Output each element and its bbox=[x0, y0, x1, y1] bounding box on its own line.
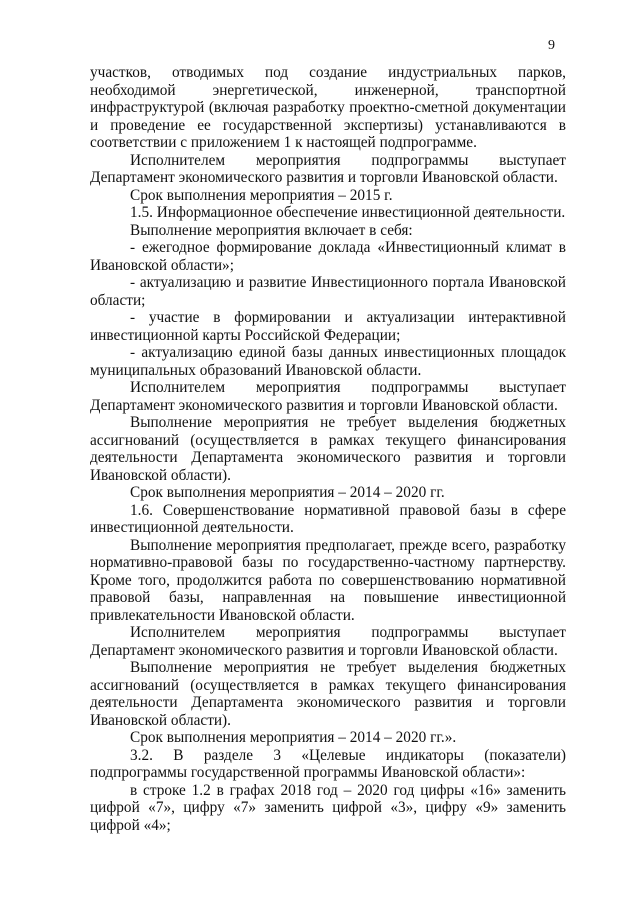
page-number: 9 bbox=[548, 38, 555, 53]
paragraph-9: - актуализацию единой базы данных инвестиционных площадок муниципальных образований Ивановской области. bbox=[90, 344, 566, 379]
paragraph-14: Выполнение мероприятия предполагает, прежде всего, разработку нормативно-правовой базы по государственно-частному партнерству. Кроме того, продолжится работа по совершенствованию нормативной правовой базы, направленная на повышение инвестиционной привлекательности Ивановской области. bbox=[90, 536, 566, 624]
document-body bbox=[90, 64, 566, 834]
paragraph-8: - участие в формировании и актуализации интерактивной инвестиционной карты Российской Федерации; bbox=[90, 309, 566, 344]
paragraph-11: Выполнение мероприятия не требует выделения бюджетных ассигнований (осуществляется в рамках текущего финансирования деятельности Департамента экономического развития и торговли Ивановской области). bbox=[90, 414, 566, 484]
paragraph-13: 1.6. Совершенствование нормативной правовой базы в сфере инвестиционной деятельности. bbox=[90, 501, 566, 536]
paragraph-7: - актуализацию и развитие Инвестиционного портала Ивановской области; bbox=[90, 274, 566, 309]
paragraph-18: 3.2. В разделе 3 «Целевые индикаторы (показатели) подпрограммы государственной программы Ивановской области»: bbox=[90, 746, 566, 781]
paragraph-5: Выполнение мероприятия включает в себя: bbox=[130, 221, 413, 239]
paragraph-10: Исполнителем мероприятия подпрограммы выступает Департамент экономического развития и торговли Ивановской области. bbox=[90, 379, 566, 414]
paragraph-19: в строке 1.2 в графах 2018 год – 2020 год цифры «16» заменить цифрой «7», цифру «7» заменить цифрой «3», цифру «9» заменить цифрой «4»; bbox=[90, 781, 566, 834]
paragraph-16: Выполнение мероприятия не требует выделения бюджетных ассигнований (осуществляется в рамках текущего финансирования деятельности Департамента экономического развития и торговли Ивановской области). bbox=[90, 659, 566, 729]
paragraph-3: Срок выполнения мероприятия – 2015 г. bbox=[130, 186, 393, 204]
paragraph-2: Исполнителем мероприятия подпрограммы выступает Департамент экономического развития и торговли Ивановской области. bbox=[90, 151, 566, 186]
paragraph-17: Срок выполнения мероприятия – 2014 – 2020 гг.». bbox=[130, 729, 457, 746]
paragraph-1: участков, отводимых под создание индустриальных парков, необходимой энергетической, инженерной, транспортной инфраструктурой (включая разработку проектно-сметной документации и проведение ее государственной экспертизы) устанавливаются в соответствии с приложением 1 к настоящей подпрограмме. bbox=[90, 64, 566, 151]
paragraph-12: Срок выполнения мероприятия – 2014 – 2020 гг. bbox=[130, 484, 445, 501]
paragraph-6: - ежегодное формирование доклада «Инвестиционный климат в Ивановской области»; bbox=[90, 239, 566, 274]
paragraph-4: 1.5. Информационное обеспечение инвестиционной деятельности. bbox=[130, 204, 566, 221]
paragraph-15: Исполнителем мероприятия подпрограммы выступает Департамент экономического развития и торговли Ивановской области. bbox=[90, 624, 566, 659]
